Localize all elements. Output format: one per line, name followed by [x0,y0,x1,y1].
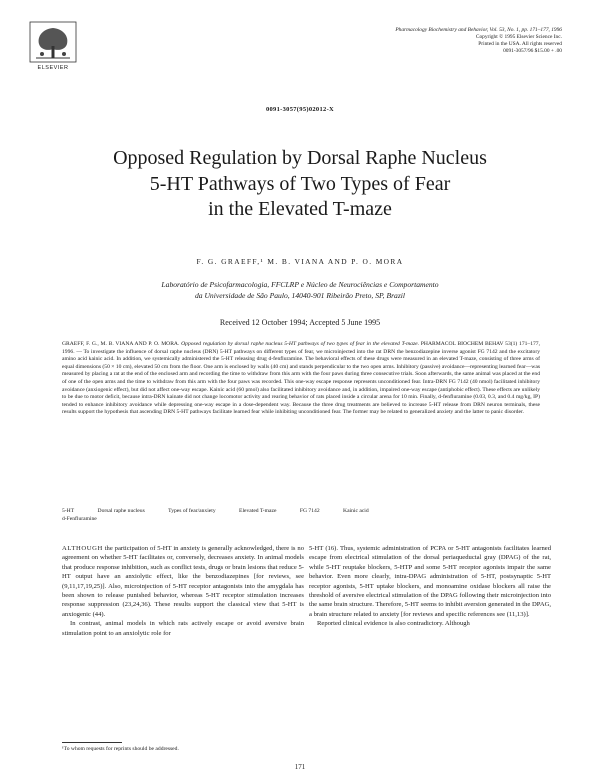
abstract [62,341,540,417]
abstract-cite-title: Opposed regulation by dorsal raphe nucleus 5-HT pathways of two types of fear in the elevated T-maze. [181,341,420,347]
printed-line: Printed in the USA. All rights reserved [478,41,562,47]
abstract-body: — To investigate the influence of dorsal raphe nucleus (DRN) 5-HT pathways on different types of fear, we microinjected into the rat DRN the benzodiazepine inverse agonist FG 7142 and the excitatory amino acid kainic acid. In addition, we systemically administered the 5-HT releasing drug d-fenfluramine. The behavioral effects of these drugs were measured in an elevated T-maze, consisting of three arms of equal dimensions (50 × 10 cm), elevated 50 cm from the floor. One arm is enclosed by walls (40 cm) and stands perpendicular to the two open arms. Inhibitory (passive) avoidance—representing learned fear—was measured by placing a rat at the end of the enclosed arm and recording the time to withdraw from this arm with the four paws during three consecutive trials. Soon afterwards, the same animal was placed at the end of one of the open arms and the time to withdraw from this arm with the four paws was recorded. This one-way escape response represents unconditioned fear. Intra-DRN FG 7142 (40 nmol) facilitated inhibitory avoidance (anxiogenic effect), but did not affect one-way escape. Kainic acid (60 pmol) also facilitated inhibitory avoidance and, in addition, impaired one-way escape (antiphobic effect). These effects are unlikely to be due to motor deficit, because intra-DRN kainate did not change locomotor activity and rearing behavior of rats placed inside a circular arena for 10 min. Finally, d-fenfluramine (0.03, 0.3, and 0.4 mg/kg, IP) tended to enhance inhibitory avoidance while depressing one-way escape in a dose-dependent way. Because the three drug treatments are believed to increase 5-HT release from DRN neuron terminals, these results support the hypothesis that ascending DRN 5-HT pathways facilitate learned fear while inhibiting unconditioned fear. The former may be related to generalized anxiety and the latter to panic disorder. [62,348,540,416]
keyword: Dorsal raphe nucleus [97,508,145,514]
abstract-cite-authors: GRAEFF, F. G., M. B. VIANA AND P. O. MORA. [62,341,180,347]
journal-info [262,27,562,55]
abstract-cite-journal: PHARMACOL BIOCHEM BEHAV 53(1) 171–177, 1996. [62,341,540,355]
received-dates: Received 12 October 1994; Accepted 5 June 1995 [219,318,381,327]
affiliation-line-2: da Universidade de São Paulo, 14040-901 Ribeirão Preto, SP, Brazil [194,291,406,300]
publisher-name: ELSEVIER [37,65,69,71]
keyword: 5-HT [62,508,75,514]
body-paragraph: Reported clinical evidence is also contradictory. Although [317,620,470,628]
footnote: ¹To whom requests for reprints should be addressed. [62,746,179,752]
page-number: 171 [294,763,306,771]
keywords [62,507,540,523]
keyword: FG 7142 [299,508,320,514]
affiliation-line-1: Laboratório de Psicofarmacologia, FFCLRP e Núcleo de Neurociências e Comportamento [161,280,439,289]
article-title [40,146,560,223]
title-line-3: in the Elevated T-maze [208,198,392,220]
publisher-logo [28,20,78,71]
keyword: Kainic acid [343,508,369,514]
article-code: 0091-3057(95)02012-X [265,106,335,113]
body-paragraph: ALTHOUGH the participation of 5-HT in anxiety is generally acknowledged, there is no agreement on whether 5-HT facilitates or, conversely, decreases anxiety. In animal models that produce response inhibition, such as conflict tests, drugs or brain lesions that reduce 5-HT output have an anxiolytic effect, like the benzodiazepines [for reviews, see (9,11,17,19,25)]. Also, microinjection of 5-HT receptor antagonists into the amygdala has been shown to release punished behavior, whereas 5-HT receptor stimulation increases response suppression (23,24,36). These results support the classical view that 5-HT is anxiogenic (44). [62,545,304,618]
keyword: Types of fear/anxiety [168,508,216,514]
body-column-left [62,544,304,638]
opening-word: ALTHOUGH [62,545,103,552]
title-line-2: 5-HT Pathways of Two Types of Fear [149,172,451,195]
authors: F. G. GRAEFF,¹ M. B. VIANA AND P. O. MORA [196,257,404,266]
journal-citation: Pharmacology Biochemistry and Behavior, Vol. 53, No. 1, pp. 171–177, 1996 [395,27,562,33]
keyword: d-Fenfluramine [62,516,97,522]
keyword: Elevated T-maze [239,508,277,514]
issn-line: 0091-3057/96 $15.00 + .00 [503,48,562,54]
affiliation [40,279,560,301]
body-column-right [309,544,551,629]
copyright-line: Copyright © 1995 Elsevier Science Inc. [475,34,562,40]
body-paragraph: In contrast, animal models in which rats actively escape or avoid aversive brain stimulation point to an anxiolytic role for [62,620,304,637]
elsevier-tree-icon [28,20,78,64]
title-line-1: Opposed Regulation by Dorsal Raphe Nucleus [113,147,487,169]
footnote-divider [62,742,122,743]
body-paragraph: 5-HT (16). Thus, systemic administration of PCPA or 5-HT antagonists facilitates learned escape from electrical stimulation of the dorsal periaqueductal gray (DPAG) of the rat, while 5-HT reuptake blockers, 5-HTP and some 5-HT receptor agonists impair the same behavior. Even more clearly, intra-DPAG administration of 5-HT, postsynaptic 5-HT receptor agonists, 5-HT uptake blockers, and monoamine oxidase blockers all raise the threshold of aversive electrical stimulation of the DPAG following their microinjection into the same brain structure. Therefore, 5-HT seems to inhibit aversion generated in the DPAG, a brain structure related to anxiety [for reviews and specific references see (11,13)]. [309,545,551,618]
